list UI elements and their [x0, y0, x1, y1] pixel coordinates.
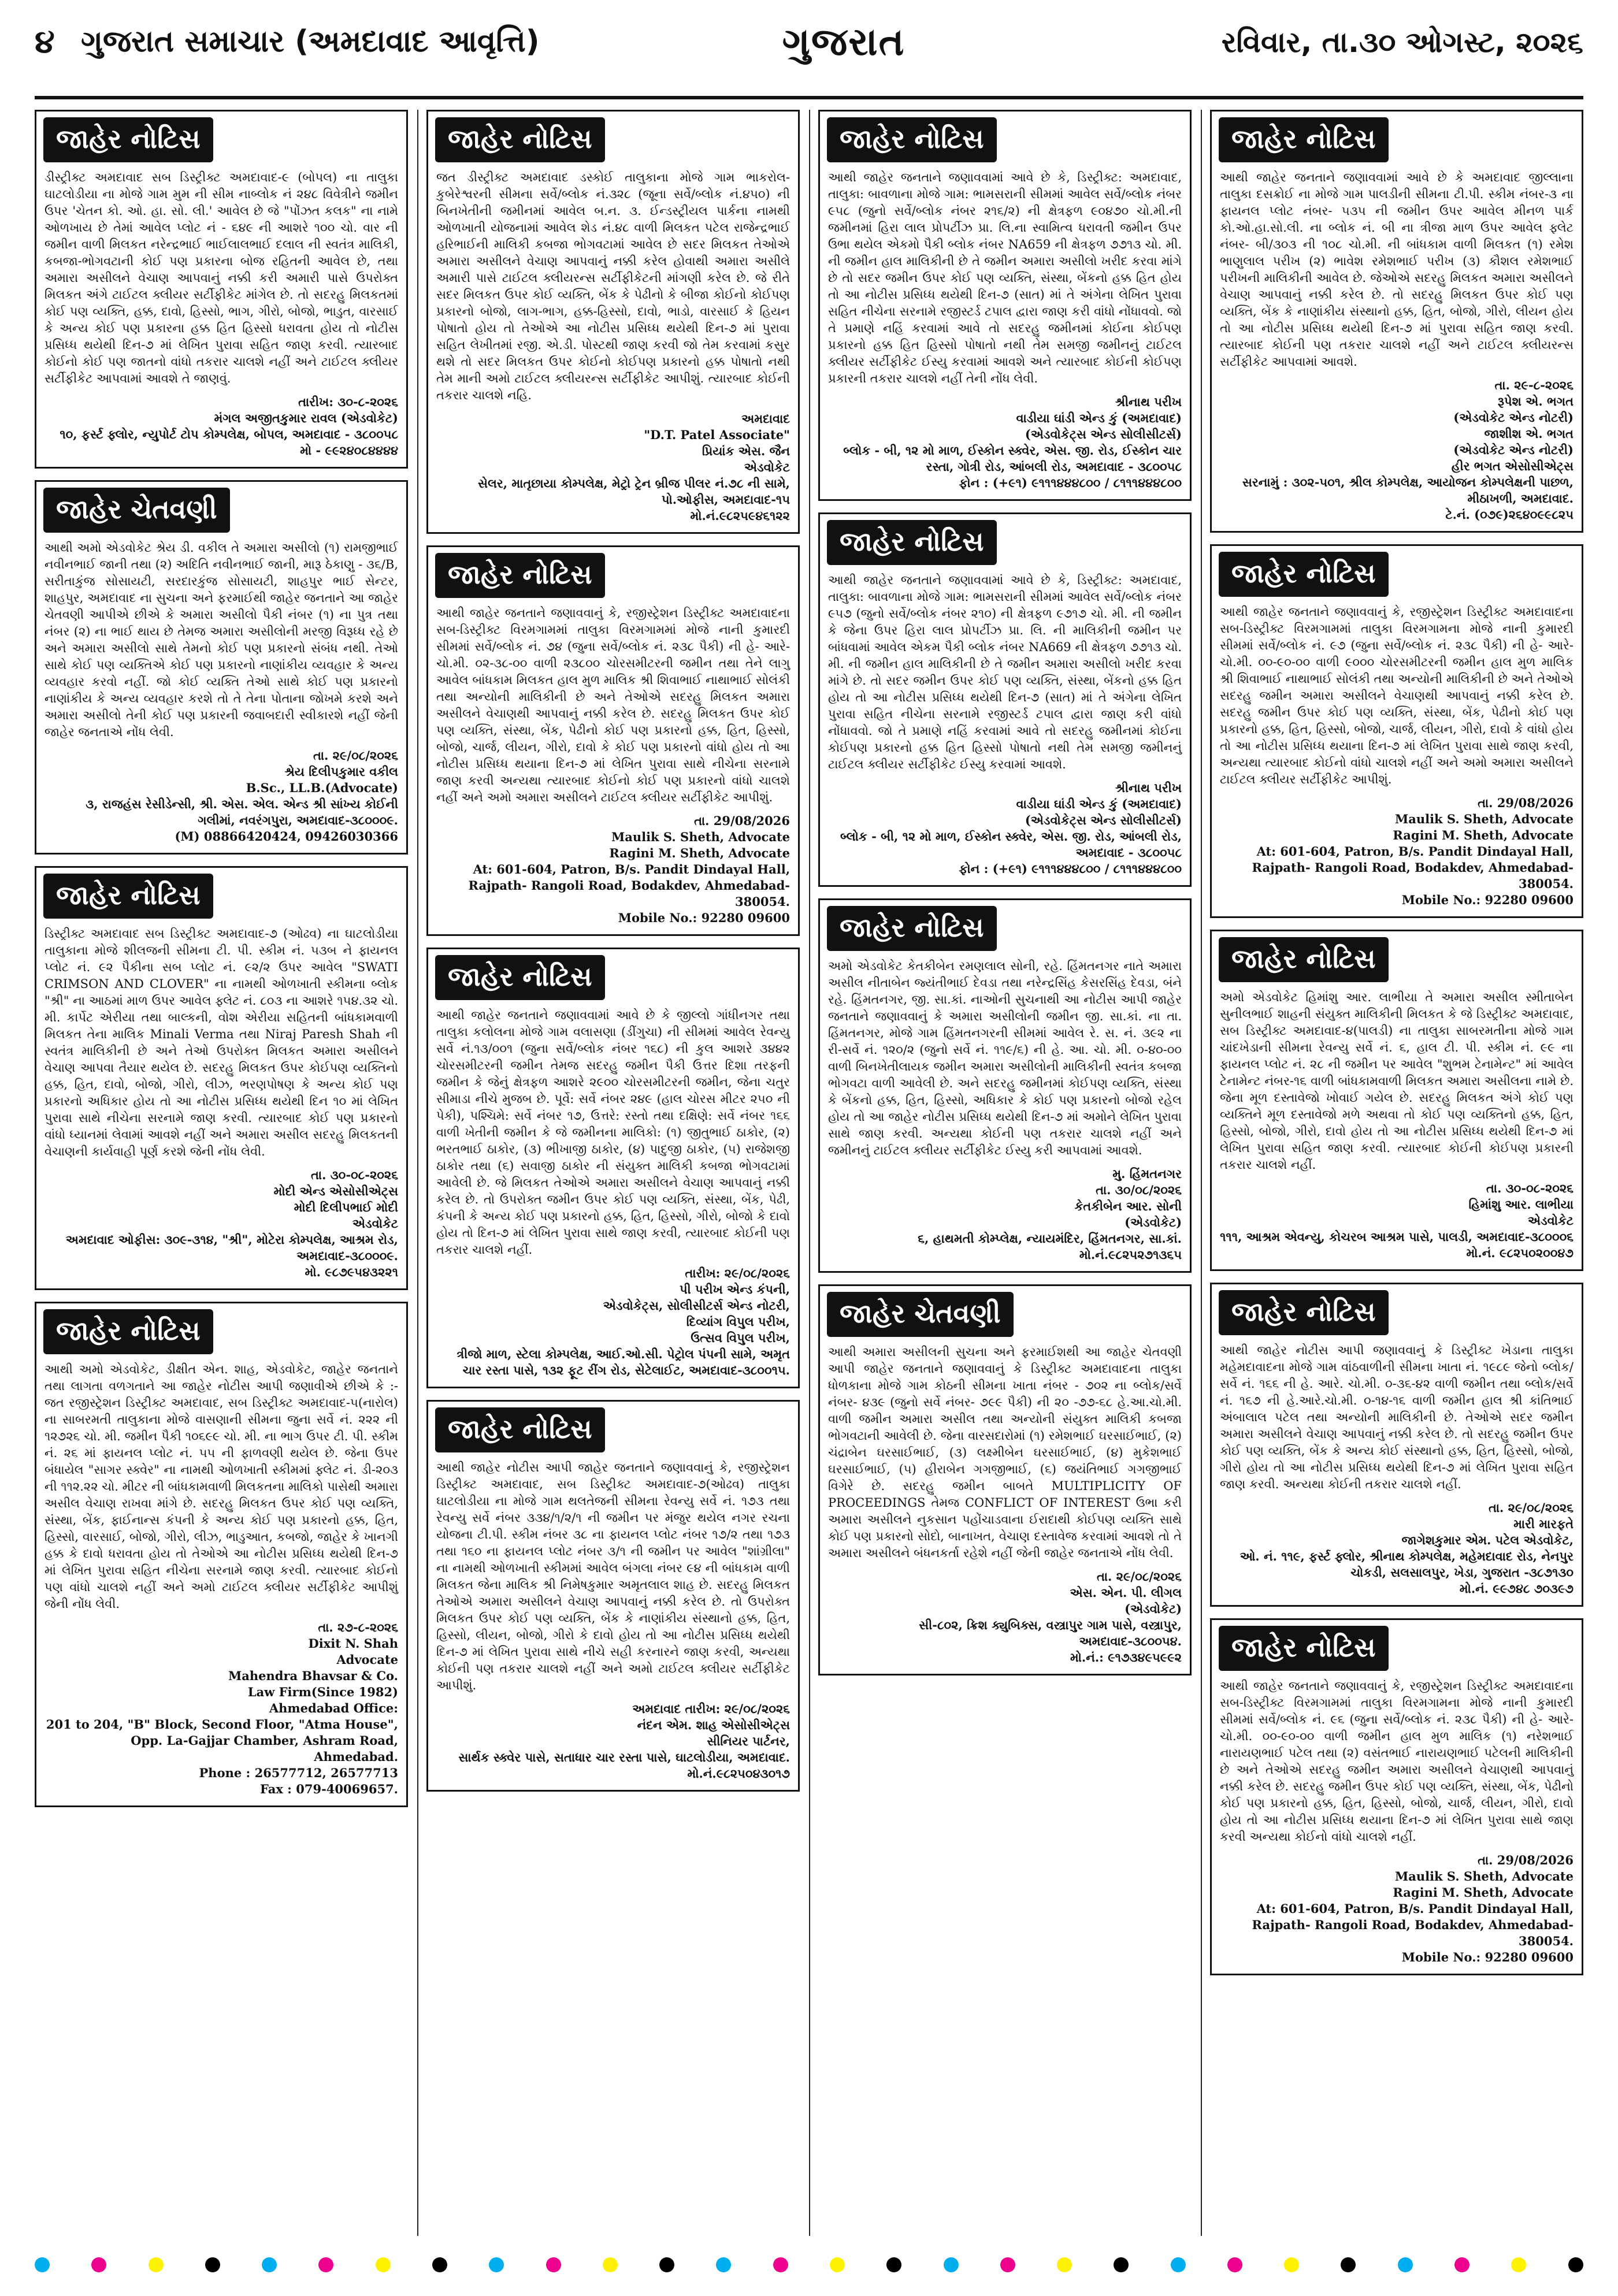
registration-dot	[149, 2257, 164, 2272]
notice-body: અમો એડવોકેટ હિમાંશુ આર. લાભીયા તે અમારા અસીલ સ્મીતાબેન સુનીલભાઈ શાહની સંયુક્ત માલિકીની મિલકત કે જે ડિસ્ટ્રીક્ટ અમદાવાદ, સબ ડિસ્ટ્રીક્ટ અમદાવાદ-૪(પાલડી) ના તાલુકા સાબરમતીના મોજે ગામ ચાંદખેડાની સીમના રેવન્યુ સર્વે નં. ૬, હાલ ટી. પી. સ્કીમ નં. ૯૯ ના ફાયનલ પ્લોટ નં. ૨૮ ની જમીન પર આવેલ "શુભમ ટેનામેન્ટ" માં આવેલ ટેનામેન્ટ નંબર-૧૬ વાળી બાંધકામવાળી મિલકત અમારા અસીલના નામે છે. જેના મૂળ દસ્તાવેજો ખોવાઈ ગયેલ છે. સદરહુ મિલકત અંગે કોઈ પણ વ્યક્તિને મૂળ દસ્તાવેજો મળે અથવા તો કોઈ પણ વ્યક્તિનો હક્ક, હિત, હિસ્સો, બોજો, ગીરો, દાવો હોય તો આ નોટીસ પ્રસિધ્ધ થયેથી દિન-૭ માં લેખિત પુરાવા સહિત જાણ કરવી. ત્યારબાદ કોઈની કોઈપણ પ્રકારની તકરાર ચાલશે નહીં.	[1220, 990, 1574, 1172]
notice-body: આથી જાહેર જનતાને જણાવવામાં આવે છે કે અમદાવાદ જીલ્લાના તાલુકા દસક્રોઈ ના મોજે ગામ પાલડીની સીમના ટી.પી. સ્કીમ નંબર-૩ ના ફાયનલ પ્લોટ નંબર- ૫૩૫ ની જમીન ઉપર આવેલ મીનળ પાર્ક કો.ઓ.હા.સો.લી. ના બ્લોક નં. બી ના ત્રીજા માળ ઉપર આવેલ ફ્લેટ નંબર- બી/૩૦૩ ની ૧૦૮ ચો.મી. ની બાંધકામ વાળી મિલકત (૧) રમેશ ભાણુલાલ પરીખ (૨) ભાવેશ રમેશભાઈ પરીખ (૩) કૌશલ રમેશભાઈ પરીખની માલિકીની આવેલ છે. જેઓએ સદરહુ મિલકત અમારા અસીલને વેચાણ આપવાનું નક્કી કરેલ છે. તો સદરહુ મિલકત ઉપર કોઈ પણ વ્યક્તિ, બેંક કે નાણાંકીય સંસ્થાનો હક્ક, હિત, બોજો, ગીરો, લીયન હોય તો આ નોટીસ પ્રસિધ્ધ થયેથી દિન-૭ માં પુરાવા સહિત જાણ કરવી. ત્યારબાદ કોઈની પણ તકરાર ચાલશે નહીં અને ટાઈટલ ક્લીયરન્સ સર્ટીફીકેટ આપવામાં આવશે.	[1220, 170, 1574, 369]
registration-dot	[830, 2257, 845, 2272]
notice-title: જાહેર નોટિસ	[1219, 1290, 1389, 1335]
notice-title: જાહેર નોટિસ	[1219, 937, 1389, 982]
registration-dot	[91, 2257, 106, 2272]
notice-header	[820, 1286, 1190, 1340]
notice-body: આથી જાહેર જનતાને જણાવવાનું કે, રજીસ્ટ્રેશન ડિસ્ટ્રીક્ટ અમદાવાદના સબ-ડિસ્ટ્રીક્ટ વિરમગામમાં તાલુકા વિરમગામના મોજે નાની કુમારદી સીમમાં સર્વે/બ્લોક નં. ૯૬ (જુના સર્વે/બ્લોક નં. ૨૩૮ પૈકી) ની હે- આરે- ચો.મી. ૦૦-૯૦-૦૦ વાળી જમીન હાલ મુળ માલિક (૧) નરેશભાઈ નારાયણભાઈ પટેલ તથા (૨) વસંતભાઈ નારાયણભાઈ પટેલની માલિકીની છે અને તેઓએ સદરહુ જમીન અમારા અસીલને વેચાણથી આપવાનું નક્કી કરેલ છે. સદરહુ જમીન ઉપર કોઈ પણ વ્યક્તિ, સંસ્થા, બેંક, પેઢીનો કોઈ પણ પ્રકારનો હક્ક, હિત, હિસ્સો, બોજો, ચાર્જ, લીયન, ગીરો, દાવો હોય તો આ નોટીસ પ્રસિધ્ધ થયાના દિન-૭ માં લેખિત પુરાવા સાથે જાણ કરવી અન્યથા કોઈનો વાંધો ચાલશે નહીં.	[1220, 1679, 1574, 1844]
notice-body: આથી જાહેર જનતાને જણાવવામાં આવે છે કે જીલ્લો ગાંધીનગર તથા તાલુકા કલોલના મોજે ગામ વલાસણા (ડીંગુચા) ની સીમમાં આવેલ રેવન્યુ સર્વે નં.૧૩/૦૦૧ (જુના સર્વે/બ્લોક નંબર ૧૬૮) ની કુલ આશરે ૩૪૪૨ ચોરસમીટરની જમીન તેમજ સદરહુ જમીન પૈકી ઉત્તર દિશા તરફની જમીન કે જેનું ક્ષેત્રફળ આશરે ૨૯૦૦ ચોરસમીટરની જમીન, જેના ચતુર સીમાડા નીચે મુજબ છે. પૂર્વે: સર્વે નંબર ૨૪૯ (હાલ ચોરસ મીટર ૨૫૦ ની પેકી), પશ્ચિમે: સર્વે નંબર ૧૭, ઉત્તરે: રસ્તો તથા દક્ષિણે: સર્વે નંબર ૧૬૬ વાળી ખેતીની જમીન કે જે જમીનના માલિકો: (૧) જીતુભાઈ ઠાકોર, (૨) ભરતભાઈ ઠાકોર, (૩) ભીખાજી ઠાકોર, (૪) પાદુજી ઠાકોર, (૫) રાજેશજી ઠાકોર તથા (૬) સવાજી ઠાકોર ની સંયુક્ત માલિકી કબજા ભોગવટામાં આવેલી છે. જે મિલકત તેઓએ અમારા અસીલને વેચાણ આપવાનું નક્કી કરેલ છે. તો ઉપરોક્ત જમીન ઉપર કોઈ પણ વ્યક્તિ, સંસ્થા, બેંક, પેઢી, કંપની કે અન્ય કોઈ પણ પ્રકારનો હક્ક, હિત, હિસ્સો, ગીરો, બોજો કે દાવો હોય તો દિન-૭ માં લેખિત પુરાવા સાથે જાણ કરવી, ત્યારબાદ કોઈની પણ તકરાર ચાલશે નહીં.	[436, 1008, 790, 1257]
registration-dot	[205, 2257, 220, 2272]
notice-body: ડીસ્ટ્રીક્ટ અમદાવાદ સબ ડિસ્ટ્રીક્ટ અમદાવાદ-૯ (બોપલ) ના તાલુકા ઘાટલોડીયા ના મોજે ગામ મુમ ની સીમ નાબ્લોક નં ૨૪૮ વિવેત્રીને જમીન ઉપર 'ચેતન કો. ઓ. હા. સો. લી.' આવેલ છે જે "પોંઝત કલક" ના નામે ઓળખાય છે તેમાં આવેલ પ્લોટ નં - ૬૪૯ ની આશરે ૧૦૦ ચો. વાર ની જમીન વાળી મિલકત નરેન્દ્રભાઈ ભાઈલાલભાઈ દલાલ ની સ્વતંત્ર માલિકી, કબજા-ભોગવટાની કોઈ પણ પ્રકારના બોજ રહિતની આવેલ છે, તથા અમારા અસીલને વેચાણ આપવાનું નક્કી કરી અમારી પાસે ઉપરોક્ત મિલકત અંગે ટાઈટલ ક્લીયર સર્ટીફીકેટ માંગેલ છે. તો સદરહુ મિલકતમાં કોઈ પણ વ્યક્તિ, હક્ક, દાવો, હિસ્સો, ભાગ, ગીરો, બોજો, ભાડુત, વારસાઈ કે અન્ય કોઈ પણ પ્રકારના હક્ક હિત હિસ્સો ધરાવતા હોય તો નોટીસ પ્રસિધ્ધ થયેથી દિન-૭ માં લેખિત પુરાવા સહિત જાણ કરવી. ત્યારબાદ કોઈનો કોઈ પણ જાતનો વાંધો તકરાર ચાલશે નહીં અને ટાઈટલ ક્લીયર સર્ટીફીકેટ આપવામાં આવશે તે જાણવું.	[44, 170, 398, 385]
public-notice	[1210, 1618, 1583, 1975]
notice-signature: તા. 29/08/2026 Maulik S. Sheth, Advocate Ragini M. Sheth, Advocate At: 601-604, Patron, B/s. Pandit Dindayal Hall, Rajpath- Rangoli Road, Bodakdev, Ahmedabad-380054. Mobile No.: 92280 09600	[1252, 1853, 1574, 1964]
notice-header	[428, 547, 798, 601]
notice-header	[820, 900, 1190, 954]
registration-dot	[489, 2257, 504, 2272]
notice-header	[1212, 112, 1582, 166]
color-registration-bar	[35, 2253, 1583, 2276]
classifieds-page	[35, 110, 1583, 2236]
column-2	[426, 110, 800, 2236]
notice-title: જાહેર નોટિસ	[827, 520, 997, 565]
notice-signature: શ્રીનાથ પરીખ વાડીયા ઘાંડી એન્ડ કું (અમદાવાદ) (એડવોકેટ્સ એન્ડ સોલીસીટર્સ) બ્લોક - બી, ૧૨ મો માળ, ઈસ્કોન સ્ક્વેર, એસ. જી. રોડ, આંબલી રોડ, અમદાવાદ - ૩૮૦૦૫૮ ફોન : (+૯૧) ૯૧૧૧૪૪૪૮૦૦ / ૮૧૧૧૪૪૪૮૦૦	[840, 781, 1182, 876]
registration-dot	[1227, 2257, 1242, 2272]
notice-title: જાહેર નોટિસ	[1219, 1626, 1389, 1671]
notice-signature: તારીખ: ૩૦-૮-૨૦૨૬ મંગલ અજીતકુમાર રાવલ (એડવોકેટ) ૧૦, ફર્સ્ટ ફ્લોર, ન્યુપોર્ટ ટોપ કોમ્પલેક્ષ, બોપલ, અમદાવાદ - ૩૮૦૦૫૮ મો - ૯૯૨૪૦૮૪૪૪૪	[60, 395, 398, 458]
notice-title: જાહેર નોટિસ	[43, 874, 213, 919]
registration-dot	[1454, 2257, 1469, 2272]
notice-header	[36, 1303, 406, 1358]
registration-dot	[1398, 2257, 1413, 2272]
notice-signature: તા. ૩૦-૦૮-૨૦૨૬ હિમાંશુ આર. લાભીયા એડવોકેટ ૧૧૧, આશ્રમ એવન્યુ, કોચરબ આશ્રમ પાસે, પાલડી, અમદાવાદ-૩૮૦૦૦૬ મો.નં. ૯૮૨૫૦૨૦૦૪૭	[1220, 1181, 1574, 1260]
public-notice	[1210, 544, 1583, 918]
notice-body: આથી જાહેર જનતાને જણાવવાનું કે, રજીસ્ટ્રેશન ડિસ્ટ્રીક્ટ અમદાવાદના સબ-ડિસ્ટ્રીક્ટ વિરમગામમાં તાલુકા વિરમગામમાં મોજે નાની કુમારદી સીમમાં સર્વે/બ્લોક નં. ૭૪ (જુના સર્વે/બ્લોક નં. ૨૩૮ પૈકી) ની હે- આરે- ચો.મી. ૦૨-૩૮-૦૦ વાળી ૨૩૮૦૦ ચોરસમીટરની જમીન તથા તેને લાગુ આવેલ બાંધકામ મિલકત હાલ મુળ માલિક શ્રી શિવાભાઈ નાથાભાઈ સોલંકી તથા અન્યોની માલિકીની છે અને તેઓએ સદરહુ મિલકત અમારા અસીલને વેચાણથી આપવાનું નક્કી કરેલ છે. સદરહુ મિલકત ઉપર કોઈ પણ વ્યક્તિ, સંસ્થા, બેંક, પેઢીનો કોઈ પણ પ્રકારનો હક્ક, હિત, હિસ્સો, બોજો, ચાર્જ, લીયન, ગીરો, દાવો કે કોઈ પણ પ્રકારનો વાંધો હોય તો આ નોટીસ પ્રસિધ્ધ થયાના દિન-૭ માં લેખિત પુરાવા સાથે નીચેના સરનામે જાણ કરવી અન્યથા ત્યારબાદ કોઈનો કોઈ પણ પ્રકારનો વાંધો ચાલશે નહીં અને અમો અમારા અસીલને ટાઈટલ ક્લીયર સર્ટીફીકેટ આપીશું.	[436, 606, 790, 804]
notice-signature: તા. 29/08/2026 Maulik S. Sheth, Advocate Ragini M. Sheth, Advocate At: 601-604, Patron, B/s. Pandit Dindayal Hall, Rajpath- Rangoli Road, Bodakdev, Ahmedabad-380054. Mobile No.: 92280 09600	[1252, 796, 1574, 907]
public-notice	[35, 110, 408, 469]
notice-signature: તા. ૨૯/૦૮/૨૦૨૬ શ્રેય દિલીપકુમાર વકીલ B.Sc., LL.B.(Advocate) ૩, રાજહંસ રેસીડેન્સી, શ્રી. એસ. એલ. એન્ડ શ્રી સાંખ્ય કોઈની ગલીમાં, નવરંગપુરા, અમદાવાદ-૩૮૦૦૦૯. (M) 08866420424, 09426030366	[86, 748, 398, 844]
registration-dot	[944, 2257, 959, 2272]
public-notice	[1210, 930, 1583, 1271]
notice-signature: તા. ૩૦-૦૮-૨૦૨૬ મોદી એન્ડ એસોસીએટ્સ મોદી દિલીપભાઈ મોદી એડવોકેટ અમદાવાદ ઓફીસ: ૩૦૯-૩૧૪, "શ્રી", મોટેરા કોમ્પલેક્ષ, આશ્રમ રોડ, અમદાવાદ-૩૮૦૦૦૯. મો. ૯૮૭૯૫૪૩૨૨૧	[65, 1168, 398, 1279]
notice-signature: તા. ૨૯/૦૮/૨૦૨૬ મારી મારફતે જાગેશકુમાર એમ. પટેલ એડવોકેટ, ઓ. નં. ૧૧૯, ફર્સ્ટ ફ્લોર, શ્રીનાથ કોમ્પલેક્ષ, મહેમદાવાદ રોડ, નેનપુર ચોકડી, સલસાલપુર, ખેડા, ગુજરાત -૩૮૭૧૩૦ મો.નં. ૯૯૭૪૮ ૭૦૩૯૭	[1240, 1500, 1574, 1596]
public-notice	[818, 110, 1192, 501]
notice-title: જાહેર ચેતવણી	[827, 1292, 1014, 1337]
public-notice	[426, 110, 800, 534]
notice-title: જાહેર નોટિસ	[435, 553, 605, 598]
notice-title: જાહેર નોટિસ	[43, 117, 213, 162]
issue-date: રવિવાર, તા.૩૦ ઓગસ્ટ, ૨૦૨૬	[1221, 25, 1583, 59]
notice-signature: તા. ૨૯/૦૮/૨૦૨૬ એસ. એન. પી. લીગલ (એડવોકેટ) સી-૮૦૨, ક્રિશ ક્યુબિક્સ, વસ્ત્રાપુર ગામ પાસે, વસ્ત્રાપુર, અમદાવાદ-૩૮૦૦૫૪. મો.નં.: ૯૧૭૩૪૯૫૯૯૨	[919, 1569, 1182, 1665]
public-notice	[35, 866, 408, 1290]
notice-header	[428, 1402, 798, 1456]
section-title: ગુજરાત	[782, 20, 906, 64]
notice-body: જત ડીસ્ટ્રીક્ટ અમદાવાદ ડસ્કોઈ તાલુકાના મોજે ગામ ભાકરોલ- કુબેરેશ્વરની સીમના સર્વે/બ્લોક નં.૩૨૮ (જૂના સર્વે/બ્લોક નં.૪૫૦) ની બિનખેતીની જમીનમાં આવેલ બ.ન. ૩. ઈન્ડસ્ટ્રીયલ પાર્કના નામથી ઓળખાતી યોજનામાં આવેલ શેડ નં.૪૮ વાળી મિલકત પટેલ રાજેન્દ્રભાઈ હરિભાઈની માલિકી કબજા ભોગવટામાં આવેલ છે સદર મિલકત તેઓએ અમારા અસીલને વેચાણ આપવાનું નક્કી કરેલ હોવાથી અમારા અસીલે અમારી પાસે ટાઈટલ ક્લીયરન્સ સર્ટીફીકેટની માંગણી કરેલ છે. જે રીતે સદર મિલકત ઉપર કોઈ વ્યક્તિ, બેંક કે પેઢીનો કે બીજા કોઈનો કોઈપણ પ્રકારનો બોજો, લાગ-ભાગ, હક્ક-હિસ્સો, દાવો, ભાડો, વારસાઈ કે હિયન પોષાતો હોય તો તેઓએ આ નોટીસ પ્રસિધ્ધ થયેથી દિન-૭ માં પુરાવા સહિત લેખીતમાં રજી. એ.ડી. પોસ્ટથી જાણ કરવી જો તેમ કરવામાં કસુર થશે તો સદર મિલકત ઉપર કોઈનો કોઈપણ પ્રકારનો હક્ક પોષાતો નથી તેમ માની અમો ટાઈટલ ક્લીયરન્સ સર્ટીફીકેટ આપીશું. ત્યારબાદ કોઈની તકરાર ચાલશે નહિ.	[436, 170, 790, 402]
notice-title: જાહેર નોટિસ	[827, 117, 997, 162]
notice-title: જાહેર નોટિસ	[435, 117, 605, 162]
column-4	[1210, 110, 1583, 2236]
registration-dot	[603, 2257, 618, 2272]
registration-dot	[659, 2257, 674, 2272]
public-notice	[35, 1302, 408, 1807]
notice-title: જાહેર નોટિસ	[1219, 552, 1389, 597]
notice-signature: તા. ૨૭-૮-૨૦૨૬ Dixit N. Shah Advocate Mahendra Bhavsar & Co. Law Firm(Since 1982) Ahmedabad Office: 201 to 204, "B" Block, Second Floor, "Atma House", Opp. La-Gajjar Chamber, Ashram Road, Ahmedabad. Phone : 26577712, 26577713 Fax : 079-40069657.	[46, 1620, 398, 1796]
page-number: ૪	[35, 23, 55, 61]
registration-dot	[773, 2257, 788, 2272]
notice-title: જાહેર નોટિસ	[1219, 117, 1389, 162]
public-notice	[426, 1400, 800, 1792]
registration-dot	[546, 2257, 561, 2272]
registration-dot	[1284, 2257, 1299, 2272]
public-notice	[818, 512, 1192, 887]
public-notice	[426, 948, 800, 1388]
notice-signature: તા. ૨૯-૮-૨૦૨૬ રૂપેશ એ. ભગત (એડવોકેટ એન્ડ નોટરી) જાશીશ એ. ભગત (એડવોકેટ એન્ડ નોટરી) હીર ભગત એસોસીએટ્સ સરનામું : ૩૦૨-૫૦૧, શ્રીલ કોમ્પલેક્ષ, આયોજન કોમ્પલેક્ષની પાછળ, મીઠાખળી, અમદાવાદ. ટે.નં. (૦૭૯)૨૬૪૦૯૯૮૨૫	[1242, 378, 1574, 522]
registration-dot	[1171, 2257, 1186, 2272]
notice-body: આથી જાહેર જનતાને જણાવવાનું કે, રજીસ્ટ્રેશન ડિસ્ટ્રીક્ટ અમદાવાદના સબ-ડિસ્ટ્રીક્ટ વિરમગામમાં તાલુકા વિરમગામના મોજે નાની કુમારદી સીમમાં સર્વે/બ્લોક નં. ૯૭ (જુના સર્વે/બ્લોક નં. ૨૩૮ પૈકી) ની હે- આરે- ચો.મી. ૦૦-૯૦-૦૦ વાળી ૯૦૦૦ ચોરસમીટરની જમીન હાલ મુળ માલિક શ્રી શિવાભાઈ નાથાભાઈ સોલંકી તથા અન્યોની માલિકીની છે અને તેઓએ સદરહુ જમીન અમારા અસીલને વેચાણથી આપવાનું નક્કી કરેલ છે. સદરહુ જમીન ઉપર કોઈ પણ વ્યક્તિ, સંસ્થા, બેંક, પેઢીનો કોઈ પણ પ્રકારનો હક્ક, હિત, હિસ્સો, બોજો, ચાર્જ, લીયન, ગીરો, દાવો કે વાંધો હોય તો આ નોટીસ પ્રસિધ્ધ થયાના દિન-૭ માં લેખિત પુરાવા સાથે જાણ કરવી, અન્યથા ત્યારબાદ કોઈનો વાંધો ચાલશે નહીં અને અમો અમારા અસીલને ટાઈટલ ક્લીયર સર્ટીફીકેટ આપીશું.	[1220, 605, 1574, 786]
notice-body: આથી અમો એડવોકેટ, ડીક્ષીત એન. શાહ, એડવોકેટ, જાહેર જનતાને તથા લાગતા વળગતાને આ જાહેર નોટીસ આપી જણાવીએ છીએ કે :- જત રજીસ્ટ્રેશન ડિસ્ટ્રીક્ટ અમદાવાદ, સબ ડિસ્ટ્રીક્ટ અમદાવાદ-૫(નારોલ) ના સાબરમતી તાલુકાના મોજે વાસણાની સીમના જુના સર્વે નં. ૨૨૨ ની ૧૨૭૨૬ ચો. મી. જમીન પૈકી ૧૦૬૯૯ ચો. મી. ના ભાગ ઉપર ટી. પી. સ્કીમ નં. ૨૬ માં ફાયનલ પ્લોટ નં. ૫૫ ની ફાળવણી થયેલ છે. જેના ઉપર બંધાયેલ "સાગર સ્ક્વેર" ના નામથી ઓળખાતી સ્કીમમાં ફ્લેટ નં. ડી-૨૦૩ ની ૧૧૨.૨૨ ચો. મીટર ની બાંધકામવાળી મિલકતના માલિકો પાસેથી અમારા અસીલ વેચાણ રાખવા માંગે છે. સદરહુ મિલકત ઉપર કોઈ પણ વ્યક્તિ, સંસ્થા, બેંક, ફાઈનાન્સ કંપની કે અન્ય કોઈ પણ પ્રકારનો હક્ક, હિત, હિસ્સો, વારસાઈ, બોજો, ગીરો, લીઝ, ભાડુઆત, કબજો, જાહેર કે ખાનગી હક્ક કે દાવો ધરાવતા હોય તો તેઓએ આ નોટીસ પ્રસિધ્ધ થયેથી દિન-૭ માં લેખિત પુરાવા સહિત નીચેના સરનામે જાણ કરવી. ત્યારબાદ કોઈનો પણ વાંધો ચાલશે નહીં અને અમો ટાઈટલ ક્લીયર સર્ટીફીકેટ આપીશું જેની નોંધ લેવી.	[44, 1362, 398, 1611]
column-3	[818, 110, 1192, 2236]
public-notice	[818, 898, 1192, 1273]
notice-header	[36, 112, 406, 166]
registration-dot	[1114, 2257, 1129, 2272]
notice-body: આથી જાહેર નોટીસ આપી જણાવવાનું કે ડિસ્ટ્રીક્ટ ખેડાના તાલુકા મહેમદાવાદના મોજે ગામ વાંઠવાળીની સીમના ખાતા નં. ૧૯૮૯ જેનો બ્લોક/સર્વે નં. ૧૬૬ ની હે. આરે. ચો.મી. ૦-૩૬-૪૨ વાળી જમીન તથા બ્લોક/સર્વે નં. ૧૬૭ ની હે.આરે.ચો.મી. ૦-૧૪-૧૬ વાળી જમીન હાલ શ્રી કાંતિભાઈ અંબાલાલ પટેલ તથા અન્યોની માલિકીની છે. તેઓએ સદર જમીન અમારા અસીલને વેચાણ આપવાનું નક્કી કરેલ છે. તો સદરહુ જમીન ઉપર કોઈ પણ વ્યક્તિ, બેંક કે અન્ય કોઈ સંસ્થાનો હક્ક, હિત, હિસ્સો, બોજો, ગીરો હોય તો આ નોટીસ પ્રસિધ્ધ થયેથી દિન-૭ માં લેખિત પુરાવા સહિત જાણ કરવી. અન્યથા કોઈની તકરાર ચાલશે નહીં.	[1220, 1343, 1574, 1491]
notice-body: અમો એડવોકેટ કેતકીબેન રમણલાલ સોની, રહે. હિંમતનગર નાતે અમારા અસીલ નીતાબેન જ્યંતીભાઈ દેવડા તથા નરેન્દ્રસિંહ કેસરસિંહ દેવડા, બંને રહે. હિંમતનગર, જી. સા.કાં. નાઓની સુચનાથી આ નોટીસ આપી જાહેર જનતાને જણાવવાનું કે અમારા અસીલોની જમીન જી. સા.કાં. ના તા. હિંમતનગર, મોજે ગામ હિંમતનગરની સીમમાં આવેલ રે. સ. નં. ૩૯૨ ના રી-સર્વે નં. ૧૨૦/૨ (જુનો સર્વે નં. ૧૧૯/૬) ની હે. આ. ચો. મી. ૦-૪૦-૦૦ વાળી બિનખેતીલાયક જમીન અમારા અસીલોની માલિકીની સ્વતંત્ર કબજા ભોગવટા વાળી આવેલી છે. અને સદરહુ જમીનમાં કોઈપણ વ્યક્તિ, સંસ્થા કે બેંકનો હક્ક, હિત, હિસ્સો, અધિકાર કે કોઈ પણ પ્રકારનો બોજો રહેલ હોય તો આ જાહેર નોટીસ પ્રસિધ્ધ થયેથી દિન-૭ માં અમોને લેખિત પુરાવા સાથે જાણ કરવી. અન્યથા કોઈની પણ તકરાર ચાલશે નહીં અને જમીનનું ટાઈટલ ક્લીયર સર્ટીફીકેટ ઈસ્યુ કરી આપવામાં આવશે.	[828, 959, 1182, 1157]
public-notice	[1210, 110, 1583, 533]
notice-body: આથી જાહેર નોટીસ આપી જાહેર જનતાને જણાવવાનું કે, રજીસ્ટ્રેશન ડિસ્ટ્રીક્ટ અમદાવાદ, સબ ડિસ્ટ્રીક્ટ અમદાવાદ-૭(ઓઢવ) તાલુકા ઘાટલોડીયા ના મોજે ગામ થલતેજની સીમના રેવન્યુ સર્વે નં. ૧૭૩ તથા રેવન્યુ સર્વે નંબર ૩૩૪/૧/૨/૧ ની જમીન પર મંજુર થયેલ નગર રચના યોજના ટી.પી. સ્કીમ નંબર ૩૮ ના ફાયનલ પ્લોટ નંબર ૧૭/૨ તથા ૧૭૩ તથા ૧૬૦ ના ફાયનલ પ્લોટ નંબર ૩/૧ ની જમીન પર આવેલ "શાંગ્રીલા" ના નામથી ઓળખાતી સ્કીમમાં આવેલ બંગલા નંબર ૯૪ ની બાંધકામ વાળી મિલકત જેના માલિક શ્રી નિમેષકુમાર અમૃતલાલ શાહ છે. સદરહુ મિલકત તેઓએ અમારા અસીલને વેચાણ આપવાનું નક્કી કરેલ છે. તો ઉપરોક્ત મિલકત ઉપર કોઈ પણ વ્યક્તિ, બેંક કે નાણાંકીય સંસ્થાનો હક્ક, હિત, હિસ્સો, લીયન, બોજો, ગીરો કે દાવો હોય તો આ નોટીસ પ્રસિધ્ધ થયેથી દિન-૭ માં લેખિત પુરાવા સાથે નીચે સહી કરનારને જાણ કરવી, અન્યથા કોઈની પણ તકરાર ચાલશે નહીં અને અમો ટાઈટલ ક્લીયર સર્ટીફીકેટ આપીશું.	[436, 1461, 790, 1692]
registration-dot	[318, 2257, 333, 2272]
notice-header	[1212, 1620, 1582, 1674]
notice-body: ડિસ્ટ્રીક્ટ અમદાવાદ સબ ડિસ્ટ્રીક્ટ અમદાવાદ-૭ (ઓઢવ) ના ઘાટલોડીયા તાલુકાના મોજે શીલજની સીમના ટી. પી. સ્કીમ નં. ૫૩બ ને ફાયનલ પ્લોટ નં. ૯૨ પૈકીના સબ પ્લોટ નં. ૯૨/૨ ઉપર આવેલ "SWATI CRIMSON AND CLOVER" ના નામથી ઓળખાતી સ્કીમના બ્લોક "શ્રી" ના આઠમાં માળ ઉપર આવેલ ફ્લેટ નં. ૮૦૩ ના આશરે ૧૫૪.૩૨ ચો. મી. કાર્પેટ એરીયા તથા બાલ્કની, વોશ એરીયા સહિતની બાંધકામવાળી મિલકત તેના માલિક Minali Verma તથા Niraj Paresh Shah ની સ્વતંત્ર માલિકીની છે અને તેઓ ઉપરોક્ત મિલકત અમારા અસીલને વેચાણ આપવા તૈયાર થયેલ છે. સદરહુ મિલકત ઉપર કોઈપણ વ્યક્તિનો હક્ક, હિત, દાવો, બોજો, ગીરો, લીઝ, ભરણપોષણ કે અન્ય કોઈ પણ પ્રકારનો અધિકાર હોય તો આ નોટીસ પ્રસિધ્ધ થયેથી દિન ૧૦ માં લેખિત પુરાવા સાથે નીચેના સરનામે જાણ કરવી. ત્યારબાદ કોઈ પણ પ્રકારનો વાંધો ધ્યાનમાં લેવામાં આવશે નહીં અને અમારા અસીલ સદરહુ મિલકતની વેચાણની કાર્યવાહી પૂર્ણ કરશે જેની નોંધ લેવી.	[44, 927, 398, 1158]
registration-dot	[262, 2257, 277, 2272]
notice-body: આથી અમો એડવોકેટ શ્રેય ડી. વકીલ તે અમારા અસીલો (૧) રામજીભાઈ નવીનભાઈ જાની તથા (૨) અદિતિ નવીનભાઈ જાની, મારૂ ઠેકાણુ - ૩૬/B, સરીતાકુંજ સોસાયટી, સરદારકુંજ સોસાયટી, શાહપુર ભાઈ સેન્ટર, શાહપુર, અમદાવાદ ના સુચના અને ફરમાઈથી જાહેર જનતાને આ જાહેર ચેતવણી આપીએ છીએ કે અમારા અસીલો પૈકી નંબર (૧) ના પુત્ર તથા નંબર (૨) ના ભાઈ થાય છે તેમજ અમારા અસીલોની મરજી વિરૂધ્ધ રહે છે અને અમારા અસીલો સાથે તેમનો કોઈ પણ પ્રકારનો સંબંધ નથી. તેઓ સાથે કોઈ પણ વ્યક્તિએ કોઈ પણ પ્રકારનો નાણાંકીય વ્યવહાર કે અન્ય વ્યવહાર કરવો નહીં. જો કોઈ વ્યક્તિ તેઓ સાથે કોઈ પણ પ્રકારનો નાણાંકીય કે અન્ય વ્યવહાર કરશે તો તે તેના પોતાના જોખમે કરશે અને અમારા અસીલો તેની કોઈ પણ પ્રકારની જવાબદારી સ્વીકારશે નહીં જેની જાહેર જનતાએ નોંધ લેવી.	[44, 541, 398, 739]
registration-dot	[35, 2257, 50, 2272]
masthead	[35, 13, 1583, 99]
column-1	[35, 110, 408, 2236]
newspaper-name: ગુજરાત સમાચાર (અમદાવાદ આવૃત્તિ)	[81, 24, 540, 59]
registration-dot	[716, 2257, 731, 2272]
notice-signature: તારીખ: ૨૯/૦૮/૨૦૨૬ પી પરીખ એન્ડ કંપની, એડવોકેટ્સ, સોલીસીટર્સ એન્ડ નોટરી, દિવ્યાંગ વિપુલ પરીખ, ઉત્સવ વિપુલ પરીખ, ત્રીજો માળ, સ્ટેલા કોમ્પલેક્ષ, આઈ.ઓ.સી. પેટ્રોલ પંપની સામે, અમૃત ચાર રસ્તા પાસે, ૧૩૨ ફૂટ રીંગ રોડ, સેટેલાઈટ, અમદાવાદ-૩૮૦૦૧૫.	[457, 1266, 790, 1377]
notice-header	[428, 949, 798, 1004]
notice-signature: શ્રીનાથ પરીખ વાડીયા ઘાંડી એન્ડ કું (અમદાવાદ) (એડવોકેટ્સ એન્ડ સોલીસીટર્સ) બ્લોક - બી, ૧૨ મો માળ, ઈસ્કોન સ્ક્વેર, એસ. જી. રોડ, ઈસ્કોન ચાર રસ્તા, ગોત્રી રોડ, આંબલી રોડ, અમદાવાદ - ૩૮૦૦૫૮ ફોન : (+૯૧) ૯૧૧૧૪૪૪૮૦૦ / ૮૧૧૧૪૪૪૮૦૦	[843, 395, 1182, 490]
registration-dot	[1511, 2257, 1526, 2272]
notice-header	[820, 514, 1190, 569]
registration-dot	[1341, 2257, 1356, 2272]
registration-dot	[432, 2257, 447, 2272]
public-notice	[35, 480, 408, 855]
notice-signature: મુ. હિંમતનગર તા. ૩૦/૦૮/૨૦૨૬ કેતકીબેન આર. સોની (એડવોકેટ) ૬, હાથમતી કોમ્પ્લેક્ષ, ન્યાયમંદિર, હિંમતનગર, સા.કાં. મો.નં.૯૮૨૫૨૭૧૩૬૫	[918, 1166, 1182, 1262]
public-notice	[1210, 1283, 1583, 1607]
notice-header	[1212, 931, 1582, 986]
notice-body: આથી અમારા અસીલની સુચના અને ફરમાઈશથી આ જાહેર ચેતવણી આપી જાહેર જનતાને જણાવવાનું કે ડિસ્ટ્રીક્ટ અમદાવાદના તાલુકા ધોળકાના મોજે ગામ કોઠની સીમના ખાતા નંબર - ૭૦૨ ના બ્લોક/સર્વે નંબર- ૪૩૯ (જુનો સર્વે નંબર- ૭૯૯ પૈકી) ની ૨૦ -૭૭-૬૮ હે.આ.ચો.મી. વાળી જમીન અમારા અસીલ તથા અન્યોની સંયુક્ત માલિકી કબજા ભોગવટાની આવેલી છે. જેના વારસદારોમાં (૧) રમેશભાઈ ઘરસાઈભાઈ, (૨) ચંદ્રાબેન ઘરસાઈભાઈ, (૩) લક્ષ્મીબેન ઘરસાઈભાઈ, (૪) મુકેશભાઈ ઘરસાઈભાઈ, (૫) હીરાબેન ગગજીભાઈ, (૬) જયંતિભાઈ ગગજીભાઈ વિગેરે છે. સદરહુ જમીન બાબતે MULTIPLICITY OF PROCEEDINGS તેમજ CONFLICT OF INTEREST ઉભા કરી અમારા અસીલને નુકસાન પહોંચાડવાના ઈરાદાથી કોઈપણ વ્યક્તિ સાથે કોઈ પણ પ્રકારનો સોદો, બાનાખત, વેચાણ દસ્તાવેજ કરવામાં આવશે તો તે અમારા અસીલને બંધનકર્તા રહેશે નહીં જેની જાહેર જનતાએ નોંધ લેવી.	[828, 1345, 1182, 1560]
notice-header	[820, 112, 1190, 166]
public-notice	[426, 545, 800, 936]
column-divider	[1201, 110, 1202, 2236]
registration-dot	[1057, 2257, 1072, 2272]
notice-signature: તા. 29/08/2026 Maulik S. Sheth, Advocate Ragini M. Sheth, Advocate At: 601-604, Patron, B/s. Pandit Dindayal Hall, Rajpath- Rangoli Road, Bodakdev, Ahmedabad-380054. Mobile No.: 92280 09600	[468, 813, 790, 925]
notice-header	[1212, 1284, 1582, 1339]
registration-dot	[1000, 2257, 1015, 2272]
notice-header	[36, 868, 406, 922]
notice-signature: અમદાવાદ "D.T. Patel Associate" પ્રિયાંક એસ. જૈન એડવોકેટ સેલર, માતૃછાયા કોમ્પલેક્ષ, મેટ્રો ટ્રેન બ્રીજ પીલર નં.૭૮ ની સામે, પો.ઓફીસ, અમદાવાદ-૧૫ મો.નં.૯૮૨૫૯૪૬૧૨૨	[478, 411, 790, 523]
column-divider	[809, 110, 810, 2236]
public-notice	[818, 1284, 1192, 1675]
notice-header	[36, 482, 406, 536]
column-divider	[417, 110, 418, 2236]
notice-header	[1212, 546, 1582, 600]
registration-dot	[1568, 2257, 1583, 2272]
notice-body: આથી જાહેર જનતાને જણાવવામાં આવે છે કે, ડિસ્ટ્રીક્ટ: અમદાવાદ, તાલુકા: બાવળાના મોજે ગામ: ભામસરાની સીમમાં આવેલ સર્વે/બ્લોક નંબર ૯૫૮ (જુનો સર્વે/બ્લોક નંબર ૨૧૬/૨) ની ક્ષેત્રફળ ૯૦૪૭૦ ચો.મી.ની જમીનમાં હિરા લાલ પ્રોપર્ટીઝ પ્રા. લિ.ના સ્વામિત્વ ધરાવતી જમીન ઉપર ઉભા થયેલ એકમો પૈકી બ્લોક નંબર NA659 ની ક્ષેત્રફળ ૭૭૧૩ ચો. મી. ની જમીન હાલ માલિકીની છે તે જમીન અમારા અસીલો ખરીદ કરવા માંગે છે તો સદર જમીન ઉપર કોઈ પણ વ્યક્તિ, સંસ્થા, બેંકનો હક્ક હિત હોય તો આ નોટીસ પ્રસિધ્ધ થયેથી દિન-૭ (સાત) માં તે અંગેના લેખિત પુરાવા સહિત નીચેના સરનામે રજીસ્ટર્ડ ટપાલ દ્વારા જાણ કરી વાંધો નોંધાવવો. જો તે પ્રમાણે નહિં કરવામાં આવે તો સદરહુ જમીનમાં કોઈના કોઈપણ પ્રકારનો હક્ક હિત હિસ્સો પોષાતો નથી તેમ સમજી જમીનનું ટાઈટલ ક્લીયર સર્ટીફીકેટ ઈસ્યુ કરવામાં આવશે અને ત્યારબાદ કોઈની કોઈપણ પ્રકારની તકરાર ચાલશે નહીં તેની નોંધ લેવી.	[828, 170, 1182, 385]
notice-title: જાહેર નોટિસ	[435, 1407, 605, 1452]
notice-title: જાહેર ચેતવણી	[43, 488, 230, 533]
notice-title: જાહેર નોટિસ	[435, 955, 605, 1000]
notice-header	[428, 112, 798, 166]
notice-signature: અમદાવાદ તારીખ: ૨૯/૦૮/૨૦૨૬ નંદન એમ. શાહ એસોસીએટ્સ સીનિયર પાર્ટનર, સાર્થક સ્ક્વેર પાસે, સતાધાર ચાર રસ્તા પાસે, ઘાટલોડીયા, અમદાવાદ. મો.નં.૯૮૨૫૦૪૩૦૧૭	[458, 1701, 790, 1781]
registration-dot	[886, 2257, 901, 2272]
registration-dot	[376, 2257, 391, 2272]
notice-title: જાહેર નોટિસ	[827, 906, 997, 951]
notice-body: આથી જાહેર જનતાને જણાવવામાં આવે છે કે, ડિસ્ટ્રીક્ટ: અમદાવાદ, તાલુકા: બાવળાના મોજે ગામ: ભામસરાની સીમમાં આવેલ સર્વે/બ્લોક નંબર ૯૫૭ (જુનો સર્વે/બ્લોક નંબર ૨૧૦) ની ક્ષેત્રફળ ૯૭૧૭ ચો. મી. ની જમીન કે જેના ઉપર હિરા લાલ પ્રોપર્ટીઝ પ્રા. લિ. ની માલિકીની જમીન પર બાંધવામાં આવેલ એકમ પૈકી બ્લોક નંબર NA669 ની ક્ષેત્રફળ ૭૭૧૩ ચો. મી. ની જમીન હાલ માલિકીની છે તે જમીન અમારા અસીલો ખરીદ કરવા માંગે છે. તો સદર જમીન ઉપર કોઈ પણ વ્યક્તિ, સંસ્થા, બેંકનો હક્ક હિત હોય તો આ નોટીસ પ્રસિધ્ધ થયેથી દિન-૭ (સાત) માં તે અંગેના લેખિત પુરાવા સહિત નીચેના સરનામે રજીસ્ટર્ડ ટપાલ દ્વારા જાણ કરી વાંધો નોંધાવવો. જો તે પ્રમાણે નહિં કરવામાં આવે તો સદરહુ જમીનમાં કોઈના કોઈપણ પ્રકારનો હક્ક હિત હિસ્સો પોષાતો નથી તેમ સમજી જમીનનું ટાઈટલ ક્લીયર સર્ટીફીકેટ ઈસ્યુ કરવામાં આવશે.	[828, 573, 1182, 771]
notice-title: જાહેર નોટિસ	[43, 1309, 213, 1354]
